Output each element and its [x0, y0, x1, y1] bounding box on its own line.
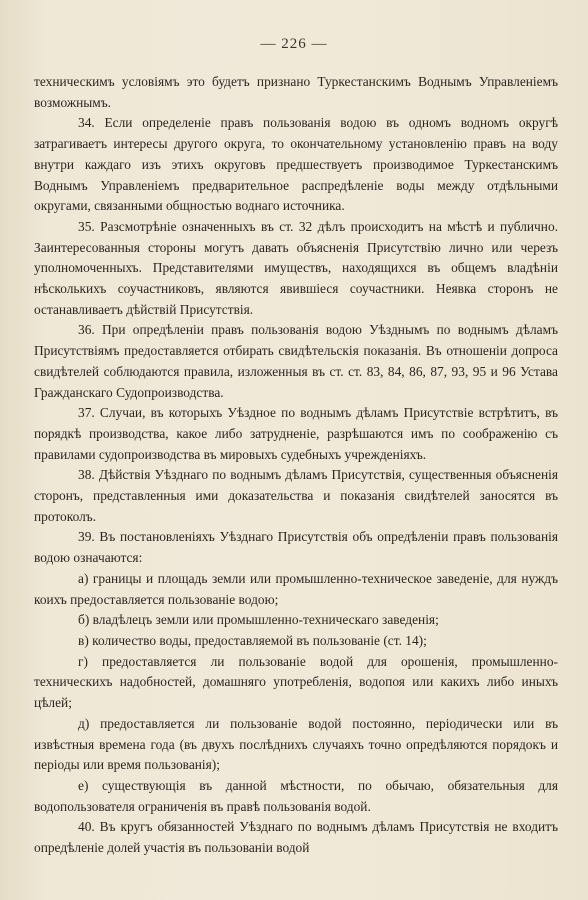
list-item-d: д) предоставляется ли пользованіе водой постоянно, періодически или въ извѣстныя времена года (въ двухъ послѣднихъ случаяхъ точно опредѣляются порядокъ и періоды или время пользованія);	[34, 715, 558, 773]
paragraph-article-34: 34. Если определеніе правъ пользованія водою въ одномъ водномъ округѣ затрагиваетъ интересы другого округа, то окончательному установленію правъ на воду внутри каждаго изъ этихъ округовъ предшествуетъ производимое Туркестанскимъ Воднымъ Управленіемъ предварительное распредѣленіе воды между отдѣльными округами, связанными общностью воднаго источника.	[34, 115, 558, 214]
body-text	[34, 72, 558, 859]
paragraph-article-35: 35. Разсмотрѣніе означенныхъ въ ст. 32 дѣлъ происходитъ на мѣстѣ и публично. Заинтересованныя стороны могутъ давать объясненія Присутствію лично или черезъ уполномоченныхъ. Представителями имуществъ, находящихся въ общемъ владѣніи нѣсколькихъ соучастниковъ, являются явившіеся соучастники. Неявка сторонъ не останавливаетъ дѣйствій Присутствія.	[34, 218, 558, 317]
paragraph-article-36: 36. При опредѣленіи правъ пользованія водою Уѣзднымъ по воднымъ дѣламъ Присутствіямъ предоставляется отбирать свидѣтельскія показанія. Въ отношеніи допроса свидѣтелей соблюдаются правила, изложенныя въ ст. ст. 83, 84, 86, 87, 93, 95 и 96 Устава Гражданскаго Судопроизводства.	[34, 322, 558, 400]
page-number: — 226 —	[260, 36, 328, 52]
paragraph-continuation: техническимъ условіямъ это будетъ признано Туркестанскимъ Воднымъ Управленіемъ возможнымъ.	[34, 74, 558, 110]
paragraph-article-37: 37. Случаи, въ которыхъ Уѣздное по воднымъ дѣламъ Присутствіе встрѣтитъ, въ порядкѣ производства, какое либо затрудненіе, разрѣшаются имъ по соображенію съ правилами судопроизводства въ мировыхъ судебныхъ учрежденіяхъ.	[34, 405, 558, 462]
paragraph-article-40: 40. Въ кругъ обязанностей Уѣзднаго по воднымъ дѣламъ Присутствія не входитъ опредѣленіе долей участія въ пользованіи водой	[34, 819, 558, 856]
paragraph-article-39: 39. Въ постановленіяхъ Уѣзднаго Присутствія объ опредѣленіи правъ пользованія водою означаются:	[34, 529, 558, 566]
list-item-g: г) предоставляется ли пользованіе водой для орошенія, промышленно-техническихъ надобностей, домашняго употребленія, водопоя или какихъ либо иныхъ цѣлей;	[34, 653, 558, 711]
list-item-a: а) границы и площадь земли или промышленно-техническое заведеніе, для нуждъ коихъ предоставляется пользованіе водою;	[34, 570, 558, 607]
paragraph-article-38: 38. Дѣйствія Уѣзднаго по воднымъ дѣламъ Присутствія, существенныя объясненія сторонъ, представленныя ими доказательства и показанія свидѣтелей заносятся въ протоколъ.	[34, 467, 558, 524]
list-item-b: б) владѣлецъ земли или промышленно-техническаго заведенія;	[78, 612, 439, 628]
list-item-v: в) количество воды, предоставляемой въ пользованіе (ст. 14);	[78, 632, 427, 648]
list-item-e: е) существующія въ данной мѣстности, по обычаю, обязательныя для водопользователя ограниченія въ правѣ пользованія водой.	[34, 777, 558, 814]
